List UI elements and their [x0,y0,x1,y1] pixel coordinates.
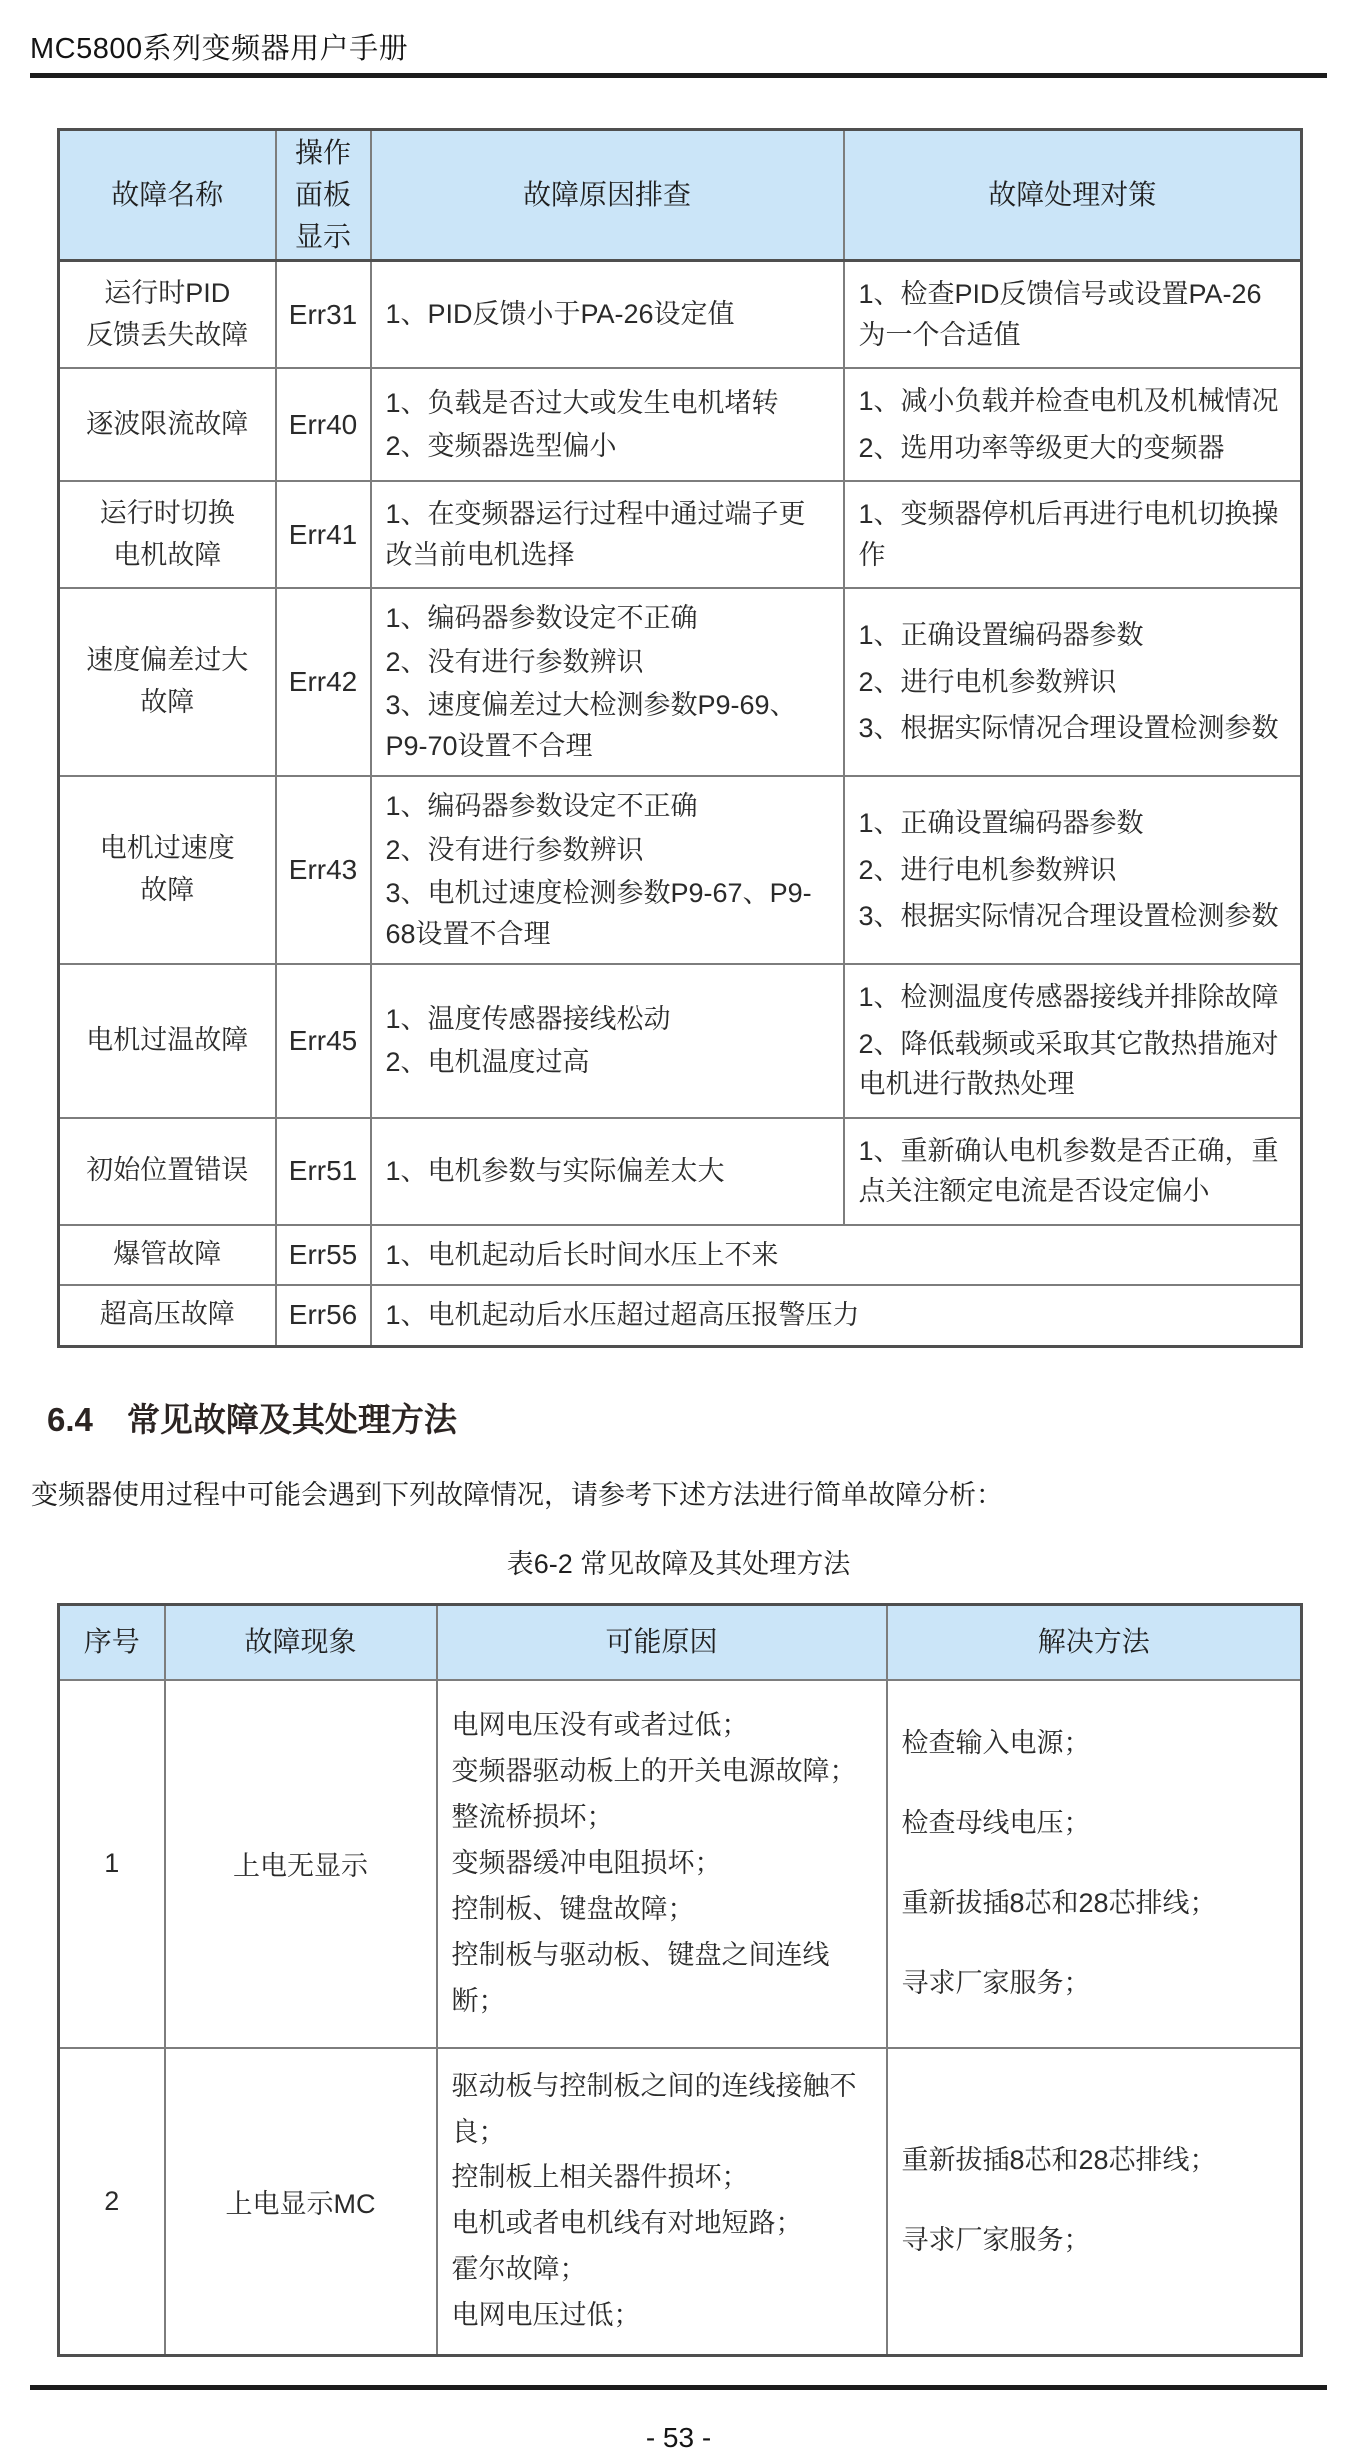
text-line: 驱动板与控制板之间的连线接触不良； [451,2070,857,2147]
text-line: 变频器缓冲电阻损坏； [451,1847,722,1878]
fault-name-cell [59,481,276,588]
fault-code-table-body [59,261,1302,1347]
table-caption: 表6-2 常见故障及其处理方法 [506,1548,851,1579]
fault-code-cell: Err56 [276,1285,371,1346]
text-line: 1、PID反馈小于PA-26设定值 [385,299,735,330]
fault-cause-cell [371,1225,1302,1286]
page-number: - 53 - [645,2422,712,2454]
text-line: 2、进行电机参数辨识 [858,854,1117,885]
fault-name-cell [59,1285,276,1346]
text-line: 控制板与驱动板、键盘之间连线断； [451,1939,830,2016]
fault-solution-cell [844,1118,1302,1225]
text-line: 故障名称 [111,179,224,210]
fault-table-column-header-3 [844,130,1302,261]
fault-solution-cell [844,588,1302,776]
fault-row [59,964,1302,1118]
text-line: 2、电机温度过高 [385,1047,590,1078]
text-line: 寻求厂家服务； [901,1967,1091,1998]
fault-name-cell [59,588,276,776]
text-line: 电机或者电机线有对地短路； [451,2208,803,2239]
text-line: 故障 [140,687,195,717]
text-line: 1、检查PID反馈信号或设置PA-26为一个合适值 [858,279,1262,350]
text-line: 1、负载是否过大或发生电机堵转 [385,387,779,418]
phenomenon-cell: 上电显示MC [165,2048,437,2356]
fault-code-cell: Err42 [276,588,371,776]
fault-cause-cell [371,1285,1302,1346]
text-line: 故障处理对策 [988,179,1157,210]
fault-solution-cell [844,261,1302,369]
text-line: 运行时切换 [99,497,235,528]
text-line: 电机过速度 [99,833,235,864]
common-table-column-header-2: 可能原因 [437,1604,887,1680]
section-title: 常见故障及其处理方法 [126,1400,457,1438]
common-fault-row [59,2048,1302,2356]
fault-row [59,481,1302,588]
text-line: 电网电压过低； [451,2300,641,2331]
fault-cause-cell [371,368,844,481]
text-line: 1、检测温度传感器接线并排除故障 [858,982,1279,1012]
fault-name-cell [59,368,276,481]
text-line: 电机过温故障 [86,1024,249,1055]
footer-rule [30,2385,1327,2390]
text-line: 2、降低载频或采取其它散热措施对电机进行散热处理 [858,1028,1279,1099]
section-number: 6.4 [47,1400,93,1438]
fault-table-column-header-0 [59,130,276,261]
section-intro: 变频器使用过程中可能会遇到下列故障情况，请参考下述方法进行简单故障分析： [31,1479,1003,1510]
text-line: 控制板、键盘故障； [451,1893,695,1924]
fault-solution-cell [844,368,1302,481]
phenomenon-cell: 上电无显示 [165,1680,437,2048]
section-heading [47,1394,1357,1441]
common-fault-row [59,1680,1302,2048]
text-line: 变频器驱动板上的开关电源故障； [451,1756,857,1787]
fault-table-column-header-2 [371,130,844,261]
text-line: 重新拔插8芯和28芯排线； [901,2145,1217,2176]
text-line: 1、重新确认电机参数是否正确，重点关注额定电流是否设定偏小 [858,1135,1279,1206]
text-line: 2、没有进行参数辨识 [385,646,644,677]
fault-row [59,261,1302,369]
text-line: 3、根据实际情况合理设置检测参数 [858,901,1279,932]
text-line: 1、编码器参数设定不正确 [385,791,698,821]
fault-cause-cell [371,261,844,369]
document-title: MC5800系列变频器用户手册 [30,33,409,65]
text-line: 霍尔故障； [451,2254,587,2285]
common-table-column-header-1: 故障现象 [165,1604,437,1680]
fault-row [59,588,1302,776]
text-line: 1、正确设置编码器参数 [858,808,1144,839]
fault-name-cell [59,1118,276,1225]
fault-name-cell [59,964,276,1118]
row-number-cell: 1 [59,1680,165,2048]
common-fault-table [57,1603,1303,2358]
fault-name-cell [59,776,276,964]
text-line: 1、在变频器运行过程中通过端子更改当前电机选择 [385,499,806,570]
common-fault-table-head [59,1604,1302,1680]
fault-row [59,776,1302,964]
possible-cause-cell [437,2048,887,2356]
fault-code-table [57,128,1303,1348]
text-line: 整流桥损坏； [451,1801,614,1832]
text-line: 运行时PID [104,277,231,308]
fault-name-cell [59,261,276,369]
fault-solution-cell [844,481,1302,588]
fault-cause-cell [371,481,844,588]
text-line: 操作 [294,137,351,168]
text-line: 电网电压没有或者过低； [451,1710,749,1741]
fault-row [59,1285,1302,1346]
possible-cause-cell [437,1680,887,2048]
document-header [30,26,1325,67]
fault-code-table-header-row [59,130,1302,261]
fault-cause-cell [371,964,844,1118]
text-line: 检查输入电源； [901,1728,1091,1758]
header-rule [30,73,1327,78]
common-fault-table-body [59,1680,1302,2356]
text-line: 1、正确设置编码器参数 [858,620,1144,651]
text-line: 2、变频器选型偏小 [385,431,617,461]
common-fault-table-header-row [59,1604,1302,1680]
text-line: 1、编码器参数设定不正确 [385,603,698,633]
fault-row [59,1118,1302,1225]
text-line: 1、电机参数与实际偏差太大 [385,1155,725,1186]
text-line: 1、电机起动后长时间水压上不来 [385,1239,779,1270]
text-line: 3、根据实际情况合理设置检测参数 [858,713,1279,744]
row-number-cell: 2 [59,2048,165,2356]
text-line: 逐波限流故障 [86,408,249,439]
text-line: 寻求厂家服务； [901,2225,1091,2256]
fault-cause-cell [371,1118,844,1225]
text-line: 速度偏差过大 [86,645,249,676]
fault-code-cell: Err31 [276,261,371,369]
text-line: 重新拔插8芯和28芯排线； [901,1887,1217,1918]
text-line: 3、电机过速度检测参数P9-67、P9-68设置不合理 [385,878,812,949]
text-line: 超高压故障 [99,1299,235,1330]
text-line: 初始位置错误 [86,1155,249,1186]
text-line: 控制板上相关器件损坏； [451,2162,749,2193]
text-line: 面板 [294,179,351,210]
text-line: 2、进行电机参数辨识 [858,666,1117,697]
text-line: 故障原因排查 [522,179,691,210]
fault-code-cell: Err40 [276,368,371,481]
text-line: 检查母线电压； [901,1807,1091,1838]
text-line: 2、没有进行参数辨识 [385,834,644,865]
solution-cell [887,2048,1302,2356]
text-line: 3、速度偏差过大检测参数P9-69、P9-70设置不合理 [385,690,797,761]
text-line: 2、选用功率等级更大的变频器 [858,432,1225,463]
text-line: 1、温度传感器接线松动 [385,1003,671,1034]
fault-code-cell: Err41 [276,481,371,588]
fault-code-cell: Err55 [276,1225,371,1286]
fault-cause-cell [371,588,844,776]
fault-code-cell: Err45 [276,964,371,1118]
common-table-column-header-0: 序号 [59,1604,165,1680]
fault-solution-cell [844,776,1302,964]
fault-solution-cell [844,964,1302,1118]
fault-cause-cell [371,776,844,964]
text-line: 电机故障 [113,539,222,570]
fault-code-table-head [59,130,1302,261]
text-line: 1、电机起动后水压超过超高压报警压力 [385,1300,860,1330]
fault-code-cell: Err51 [276,1118,371,1225]
text-line: 故障 [140,875,195,905]
fault-name-cell [59,1225,276,1286]
text-line: 1、减小负载并检查电机及机械情况 [858,386,1279,416]
fault-table-column-header-1 [276,130,371,261]
solution-cell [887,1680,1302,2048]
fault-row [59,368,1302,481]
fault-row [59,1225,1302,1286]
manual-page [0,26,1357,2454]
common-table-column-header-3: 解决方法 [887,1604,1302,1680]
text-line: 显示 [294,221,351,252]
text-line: 1、变频器停机后再进行电机切换操作 [858,499,1279,570]
text-line: 反馈丢失故障 [86,319,249,350]
text-line: 爆管故障 [113,1238,222,1269]
fault-code-cell: Err43 [276,776,371,964]
